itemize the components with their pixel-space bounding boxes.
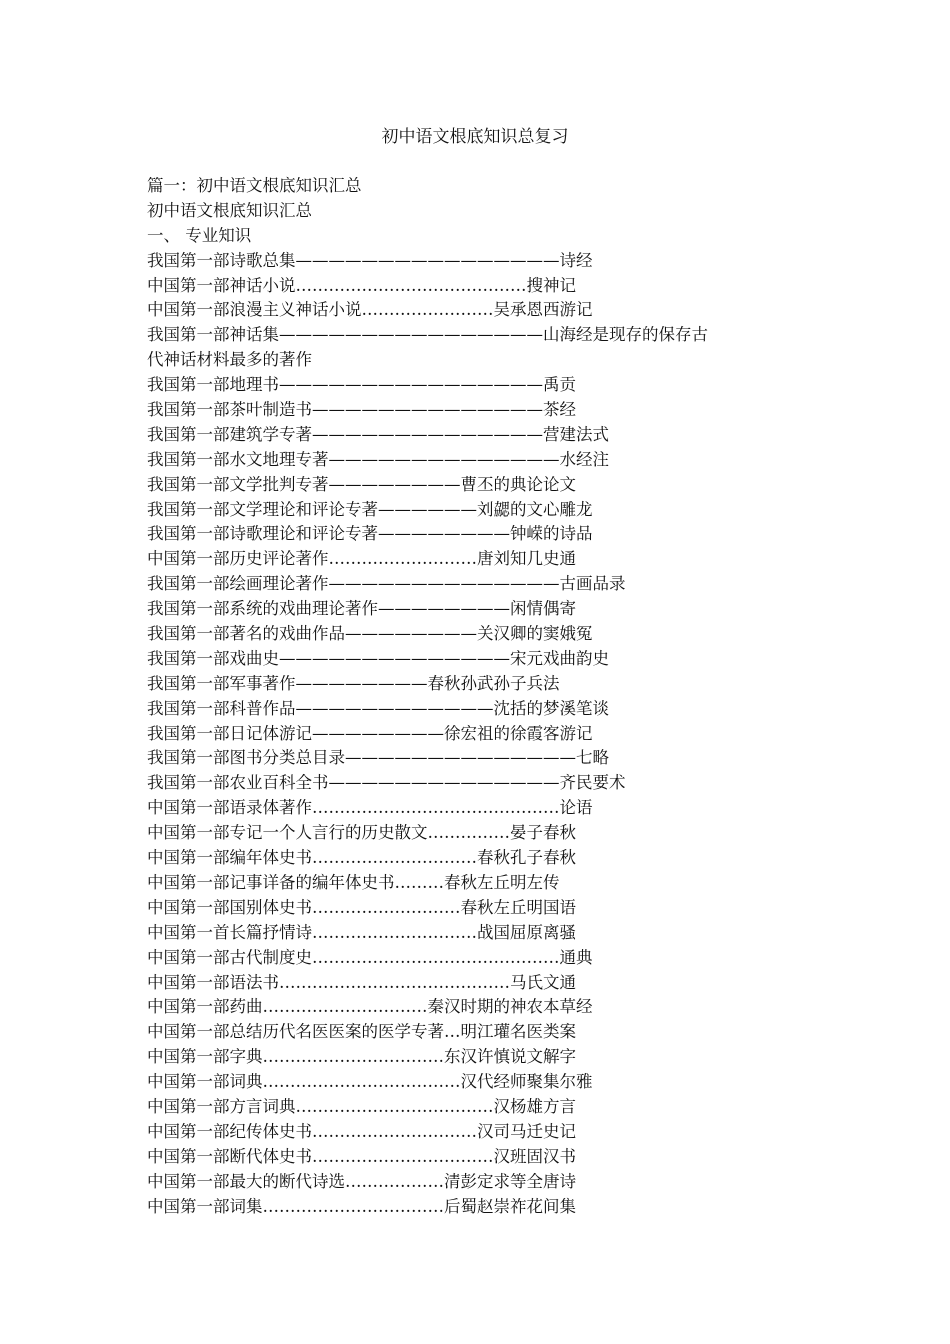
text-line: 中国第一部总结历代名医医案的医学专著…明江瓘名医类案	[147, 1022, 576, 1042]
text-line: 中国第一部词典………………………………汉代经师聚集尔雅	[147, 1072, 593, 1092]
text-line: 中国第一部历史评论著作………………………唐刘知几史通	[147, 549, 576, 569]
text-line: 一、 专业知识	[147, 225, 252, 245]
text-line: 中国第一部浪漫主义神话小说……………………吴承恩西游记	[147, 300, 593, 320]
text-line: 我国第一部农业百科全书——————————————齐民要术	[147, 773, 626, 793]
text-line: 我国第一部日记体游记————————徐宏祖的徐霞客游记	[147, 723, 593, 743]
text-line: 我国第一部文学理论和评论专著——————刘勰的文心雕龙	[147, 499, 593, 519]
page-title: 初中语文根底知识总复习	[381, 127, 569, 147]
text-line: 中国第一部断代体史书……………………………汉班固汉书	[147, 1146, 576, 1166]
text-line: 我国第一部系统的戏曲理论著作————————闲情偶寄	[147, 599, 576, 619]
text-line: 中国第一部古代制度史………………………………………通典	[147, 947, 593, 967]
text-line: 我国第一部地理书————————————————禹贡	[147, 375, 576, 395]
text-line: 中国第一部记事详备的编年体史书………春秋左丘明左传	[147, 872, 560, 892]
text-line: 我国第一部科普作品————————————沈括的梦溪笔谈	[147, 698, 609, 718]
text-line: 代神话材料最多的著作	[147, 350, 312, 370]
text-line: 我国第一部图书分类总目录——————————————七略	[147, 748, 609, 768]
text-line: 我国第一部著名的戏曲作品————————关汉卿的窦娥冤	[147, 624, 593, 644]
text-line: 中国第一部字典……………………………东汉许慎说文解字	[147, 1047, 576, 1067]
text-line: 中国第一部语法书……………………………………马氏文通	[147, 972, 576, 992]
text-line: 我国第一部诗歌总集————————————————诗经	[147, 250, 593, 270]
text-line: 我国第一部神话集————————————————山海经是现存的保存古	[147, 325, 708, 345]
text-line: 篇一：初中语文根底知识汇总	[147, 176, 362, 195]
text-line: 中国第一部语录体著作………………………………………论语	[147, 798, 593, 818]
text-line: 中国第一部编年体史书…………………………春秋孔子春秋	[147, 848, 576, 868]
text-line: 中国第一部方言词典………………………………汉杨雄方言	[147, 1096, 576, 1116]
document-body	[147, 174, 807, 1219]
text-line: 我国第一部戏曲史——————————————宋元戏曲韵史	[147, 648, 609, 668]
text-line: 我国第一部诗歌理论和评论专著————————钟嵘的诗品	[147, 524, 593, 544]
text-line: 我国第一部茶叶制造书——————————————茶经	[147, 400, 576, 420]
text-line: 我国第一部绘画理论著作——————————————古画品录	[147, 574, 626, 594]
text-line: 我国第一部文学批判专著————————曹丕的典论论文	[147, 474, 576, 494]
text-line: 我国第一部军事著作————————春秋孙武孙子兵法	[147, 673, 560, 693]
text-line: 中国第一部神话小说……………………………………搜神记	[147, 275, 576, 295]
text-line: 中国第一部纪传体史书…………………………汉司马迁史记	[147, 1121, 576, 1141]
text-line: 中国第一部药曲…………………………秦汉时期的神农本草经	[147, 997, 593, 1017]
text-line: 中国第一部国别体史书………………………春秋左丘明国语	[147, 897, 576, 917]
text-line: 中国第一部专记一个人言行的历史散文……………晏子春秋	[147, 823, 576, 843]
text-line: 中国第一部最大的断代诗选………………清彭定求等全唐诗	[147, 1171, 576, 1191]
text-line: 我国第一部水文地理专著——————————————水经注	[147, 449, 609, 469]
text-line: 我国第一部建筑学专著——————————————营建法式	[147, 424, 609, 444]
text-line: 初中语文根底知识汇总	[147, 200, 312, 220]
text-line: 中国第一部词集……………………………后蜀赵崇祚花间集	[147, 1196, 576, 1216]
text-line: 中国第一首长篇抒情诗…………………………战国屈原离骚	[147, 922, 576, 942]
